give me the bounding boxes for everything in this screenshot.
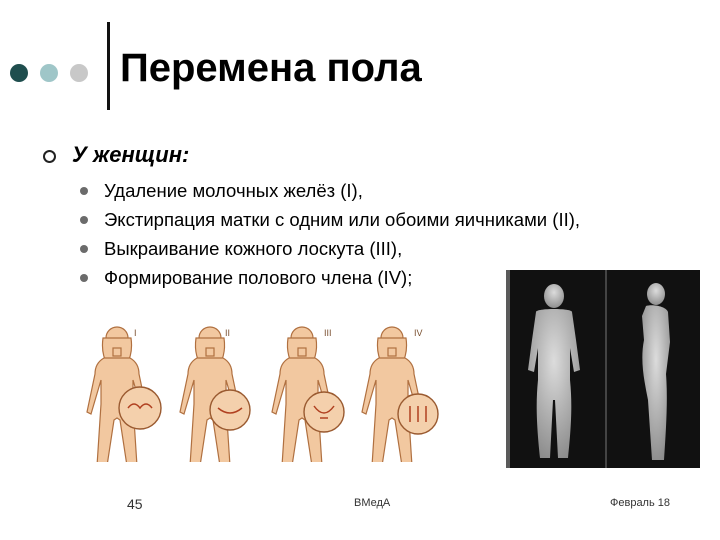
bullet-icon [80,274,88,282]
surgery-stages-illustration [62,322,452,462]
decor-dot-dark [10,64,28,82]
bullet-icon [80,245,88,253]
stage-label-1: I [134,328,137,338]
decor-dot-gray [70,64,88,82]
list-item-text: Формирование полового члена (IV); [104,267,413,288]
footer-date: Февраль 18 [610,497,671,509]
level1-bullet-icon [43,150,56,163]
photo-background [506,270,700,468]
slide-number: 45 [127,496,143,512]
title-divider-line [107,22,110,110]
list-item-text: Удаление молочных желёз (I), [104,180,363,201]
detail-circle-3 [304,392,344,432]
slide-title: Перемена пола [120,46,422,90]
stage-label-3: III [324,328,332,338]
stage-label-2: II [225,328,231,338]
photo-divider [605,270,607,468]
bullet-icon [80,187,88,195]
bullet-icon [80,216,88,224]
stage-label-4: IV [414,328,423,338]
list-item-text: Выкраивание кожного лоскута (III), [104,238,403,259]
level1-text: У женщин: [72,142,190,167]
list-item-text: Экстирпация матки с одним или обоими яичниками (II), [104,209,581,230]
footer-organization: ВМедА [354,497,391,509]
detail-circle-2 [210,390,250,430]
decor-dot-teal [40,64,58,82]
clinical-photo [506,270,700,468]
